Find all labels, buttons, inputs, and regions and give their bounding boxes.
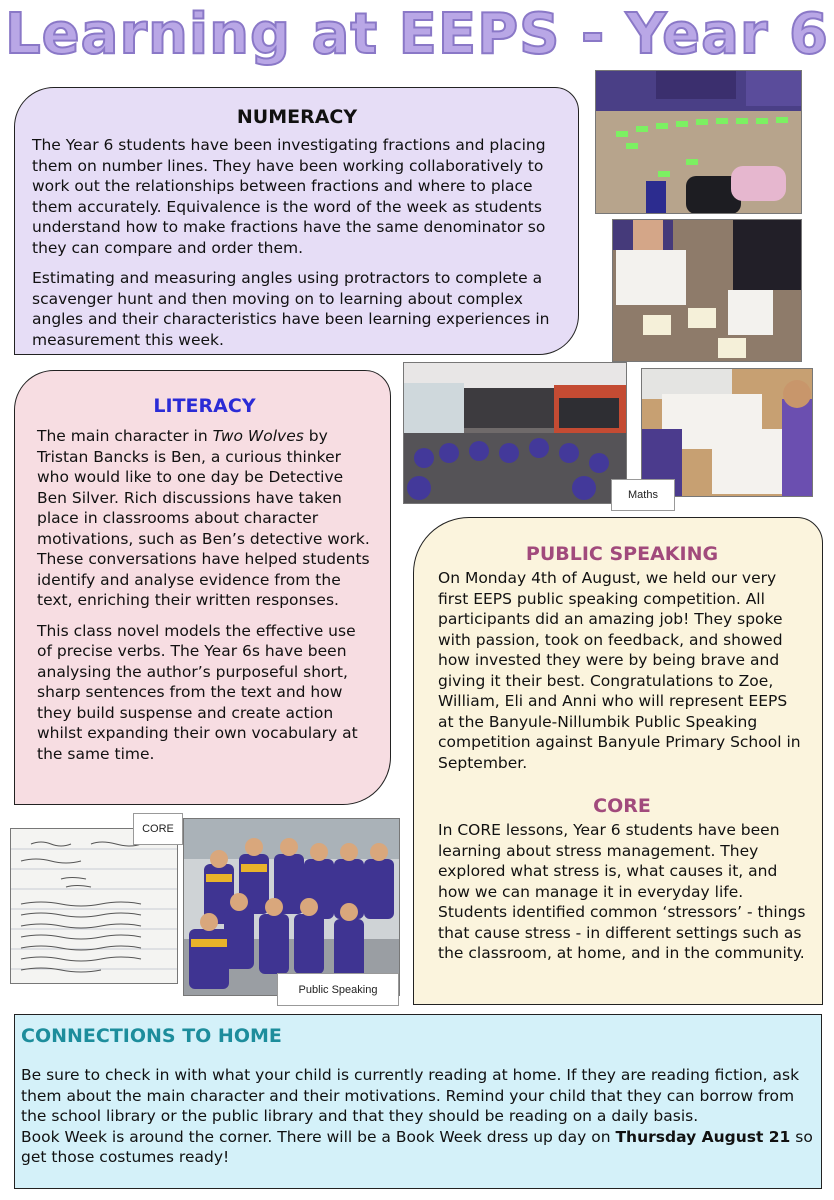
core-heading: CORE	[593, 795, 651, 817]
numeracy-panel	[14, 87, 579, 355]
public-speaking-panel	[413, 517, 823, 1005]
numeracy-paragraph-2: Estimating and measuring angles using protractors to complete a scavenger hunt and then moving on to learning about complex angles and their characteristics have been learning experiences in measurement this week.	[32, 269, 550, 349]
literacy-paragraph-2: This class novel models the effective use of precise verbs. The Year 6s have been analysing the author’s purposeful short, sharp sentences from the text and how they build suspense and create action whilst expanding their own vocabulary at the same time.	[37, 621, 358, 763]
connections-panel	[14, 1014, 822, 1189]
literacy-panel	[14, 370, 391, 805]
book-title: Two Wolves	[212, 427, 304, 445]
numeracy-paragraph-1: The Year 6 students have been investigating fractions and placing them on number lines. They have been working collaboratively to work out the relationships between fractions and where to place them accurately. Equivalence is the word of the week as students understand how to make fractions have the same denominator so they can compare and order them.	[32, 136, 546, 257]
connections-p2-end: so get those costumes ready!	[21, 1127, 813, 1166]
writing-angles-photo	[641, 368, 813, 497]
literacy-p1-rest: by Tristan Bancks is Ben, a curious thinker who would like to one day be Detective Ben Silver. Rich discussions have taken place in classrooms about character motivations, such as Ben’s detective work. These conversations have helped students identify and analyse evidence from the text, enriching their written responses.	[37, 427, 370, 609]
stress-story-worksheet-photo	[10, 828, 178, 984]
core-caption: CORE	[133, 813, 183, 845]
connections-paragraph-1: Be sure to check in with what your child is currently reading at home. If they are reading fiction, ask them about the main character and their motivations. Remind your child that they can borrow from the school library or the public library and that they should be reading on a daily basis.	[21, 1066, 800, 1125]
numeracy-heading: NUMERACY	[236, 106, 358, 128]
protractor-books-photo	[612, 219, 802, 362]
classroom-maths-photo	[403, 362, 627, 504]
connections-paragraph-2	[21, 1127, 815, 1168]
public-speaking-heading: PUBLIC SPEAKING	[525, 543, 719, 565]
public-speaking-text: On Monday 4th of August, we held our very first EEPS public speaking competition. All participants did an amazing job! They spoke with passion, took on feedback, and showed how invested they were by being brave and giving it their best. Congratulations to Zoe, William, Eli and Anni who will represent EEPS at the Banyule-Nillumbik Public Speaking competition against Banyule Primary School in September.	[438, 569, 801, 772]
literacy-p1-start: The main character in	[37, 427, 213, 445]
fractions-activity-photo	[595, 70, 802, 214]
public-speaking-caption: Public Speaking	[277, 973, 399, 1006]
connections-heading: CONNECTIONS TO HOME	[21, 1025, 282, 1047]
literacy-paragraph-1	[37, 426, 372, 611]
connections-p2-start: Book Week is around the corner. There will be a Book Week dress up day on	[21, 1127, 616, 1146]
core-text: In CORE lessons, Year 6 students have been learning about stress management. They explored what stress is, what causes it, and how we can manage it in everyday life. Students identified common ‘stressors’ - things that cause stress - in different settings such as the classroom, at home, and in the community.	[438, 821, 806, 962]
public-speaking-group-photo	[183, 818, 400, 996]
book-week-date: Thursday August 21	[615, 1127, 791, 1146]
maths-caption: Maths	[611, 479, 675, 511]
literacy-heading: LITERACY	[153, 395, 256, 417]
page-title: Learning at EEPS - Year 6	[4, 2, 829, 67]
